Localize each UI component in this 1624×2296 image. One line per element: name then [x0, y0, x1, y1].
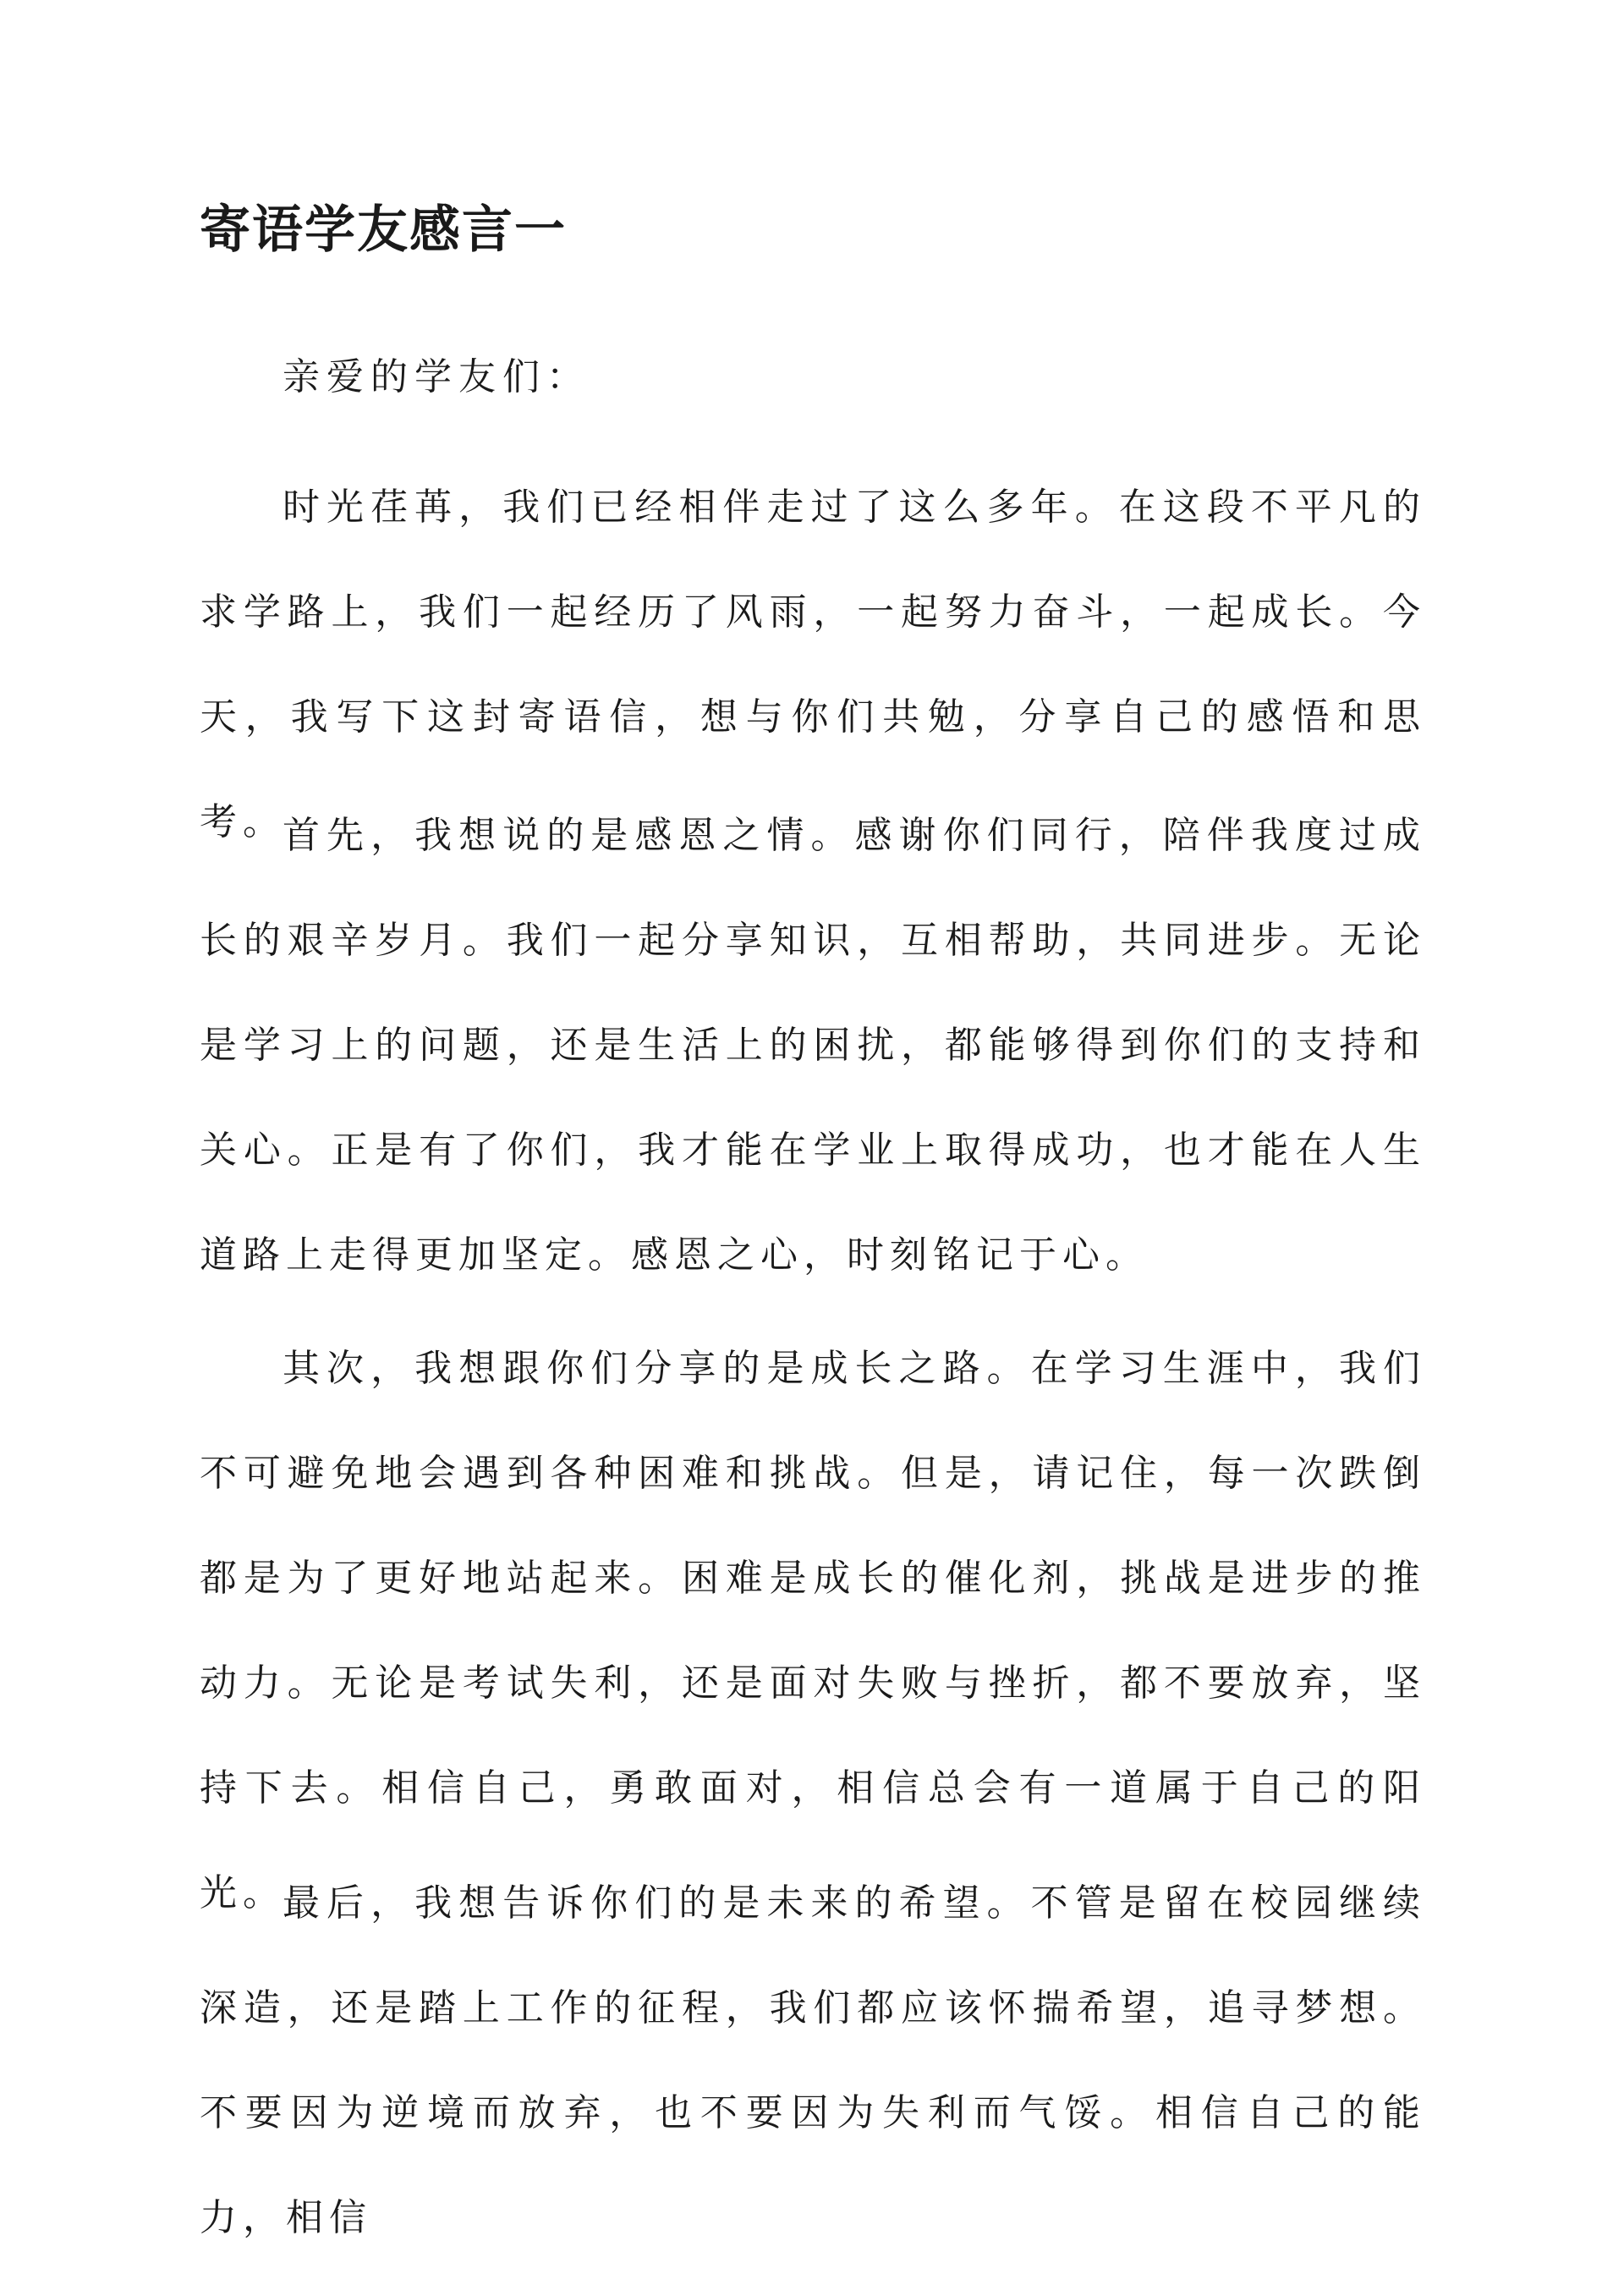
- paragraph-1: 时光荏苒，我们已经相伴走过了这么多年。在这段不平凡的求学路上，我们一起经历了风雨，一起努力奋斗，一起成长。今天，我写下这封寄语信，想与你们共勉，分享自己的感悟和思考。: [200, 486, 1426, 843]
- paragraph-3: 其次，我想跟你们分享的是成长之路。在学习生涯中，我们不可避免地会遇到各种困难和挑战。但是，请记住，每一次跌倒都是为了更好地站起来。困难是成长的催化剂，挑战是进步的推动力。无论是考试失利，还是面对失败与挫折，都不要放弃，坚持下去。相信自己，勇敢面对，相信总会有一道属于自己的阳光。: [200, 1347, 1426, 1914]
- paragraph-4: 最后，我想告诉你们的是未来的希望。不管是留在校园继续深造，还是踏上工作的征程，我们都应该怀揣希望，追寻梦想。不要因为逆境而放弃，也不要因为失利而气馁。相信自己的能力，相信: [200, 1881, 1426, 2239]
- paragraph-2: 首先，我想说的是感恩之情。感谢你们同行，陪伴我度过成长的艰辛岁月。我们一起分享知识，互相帮助，共同进步。无论是学习上的问题，还是生活上的困扰，都能够得到你们的支持和关心。正是有了你们，我才能在学业上取得成功，也才能在人生道路上走得更加坚定。感恩之心，时刻铭记于心。: [200, 814, 1426, 1277]
- greeting-line: 亲爱的学友们：: [283, 355, 590, 398]
- document-title: 寄语学友感言一: [200, 200, 567, 260]
